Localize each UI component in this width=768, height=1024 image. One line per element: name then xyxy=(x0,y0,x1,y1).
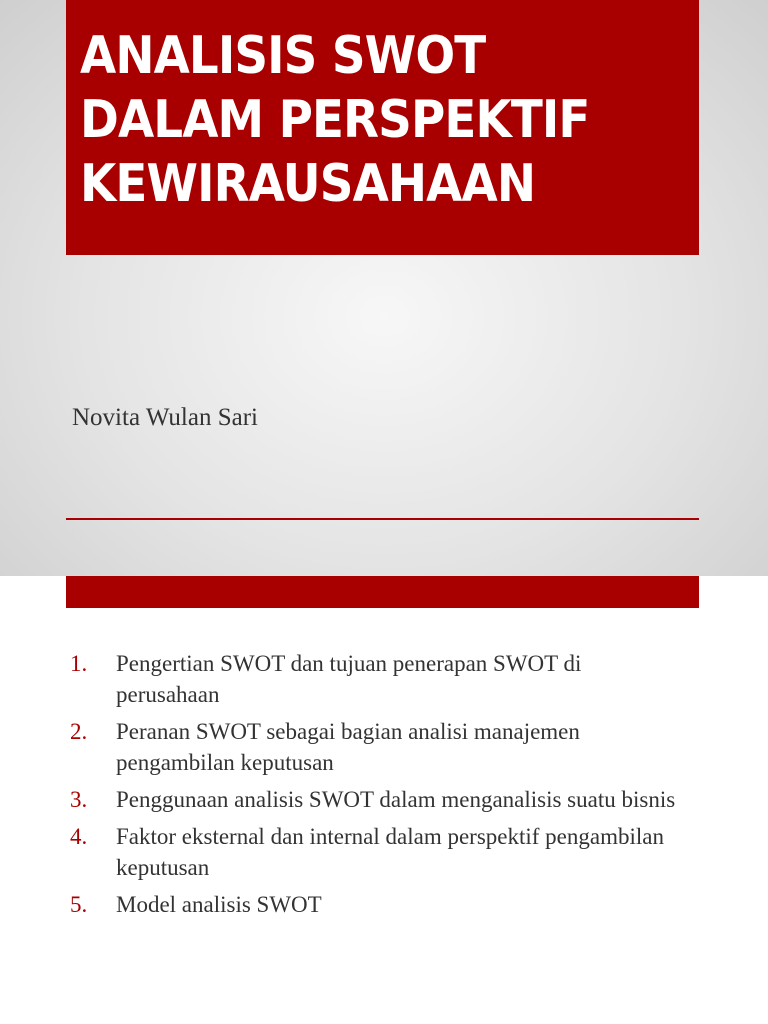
agenda-item xyxy=(70,821,690,883)
agenda-number: 2. xyxy=(70,719,88,744)
agenda-list xyxy=(70,648,690,926)
agenda-item xyxy=(70,784,690,815)
agenda-item xyxy=(70,889,690,920)
agenda-text: Model analisis SWOT xyxy=(116,892,322,917)
header-bar xyxy=(66,576,699,608)
agenda-text: Penggunaan analisis SWOT dalam menganalisis suatu bisnis xyxy=(116,787,676,812)
agenda-number: 4. xyxy=(70,824,88,849)
agenda-slide xyxy=(0,576,768,1024)
agenda-number: 3. xyxy=(70,787,88,812)
author-divider xyxy=(66,518,699,520)
agenda-item xyxy=(70,648,690,710)
slide-title: ANALISIS SWOT DALAM PERSPEKTIF KEWIRAUSAHAAN xyxy=(80,26,590,214)
title-banner xyxy=(66,0,699,255)
author-name: Novita Wulan Sari xyxy=(72,404,258,431)
agenda-number: 5. xyxy=(70,892,88,917)
agenda-item xyxy=(70,716,690,778)
agenda-text: Pengertian SWOT dan tujuan penerapan SWOT di perusahaan xyxy=(116,651,582,707)
agenda-number: 1. xyxy=(70,651,88,676)
agenda-text: Faktor eksternal dan internal dalam perspektif pengambilan keputusan xyxy=(116,824,664,880)
agenda-text: Peranan SWOT sebagai bagian analisi manajemen pengambilan keputusan xyxy=(116,719,580,775)
